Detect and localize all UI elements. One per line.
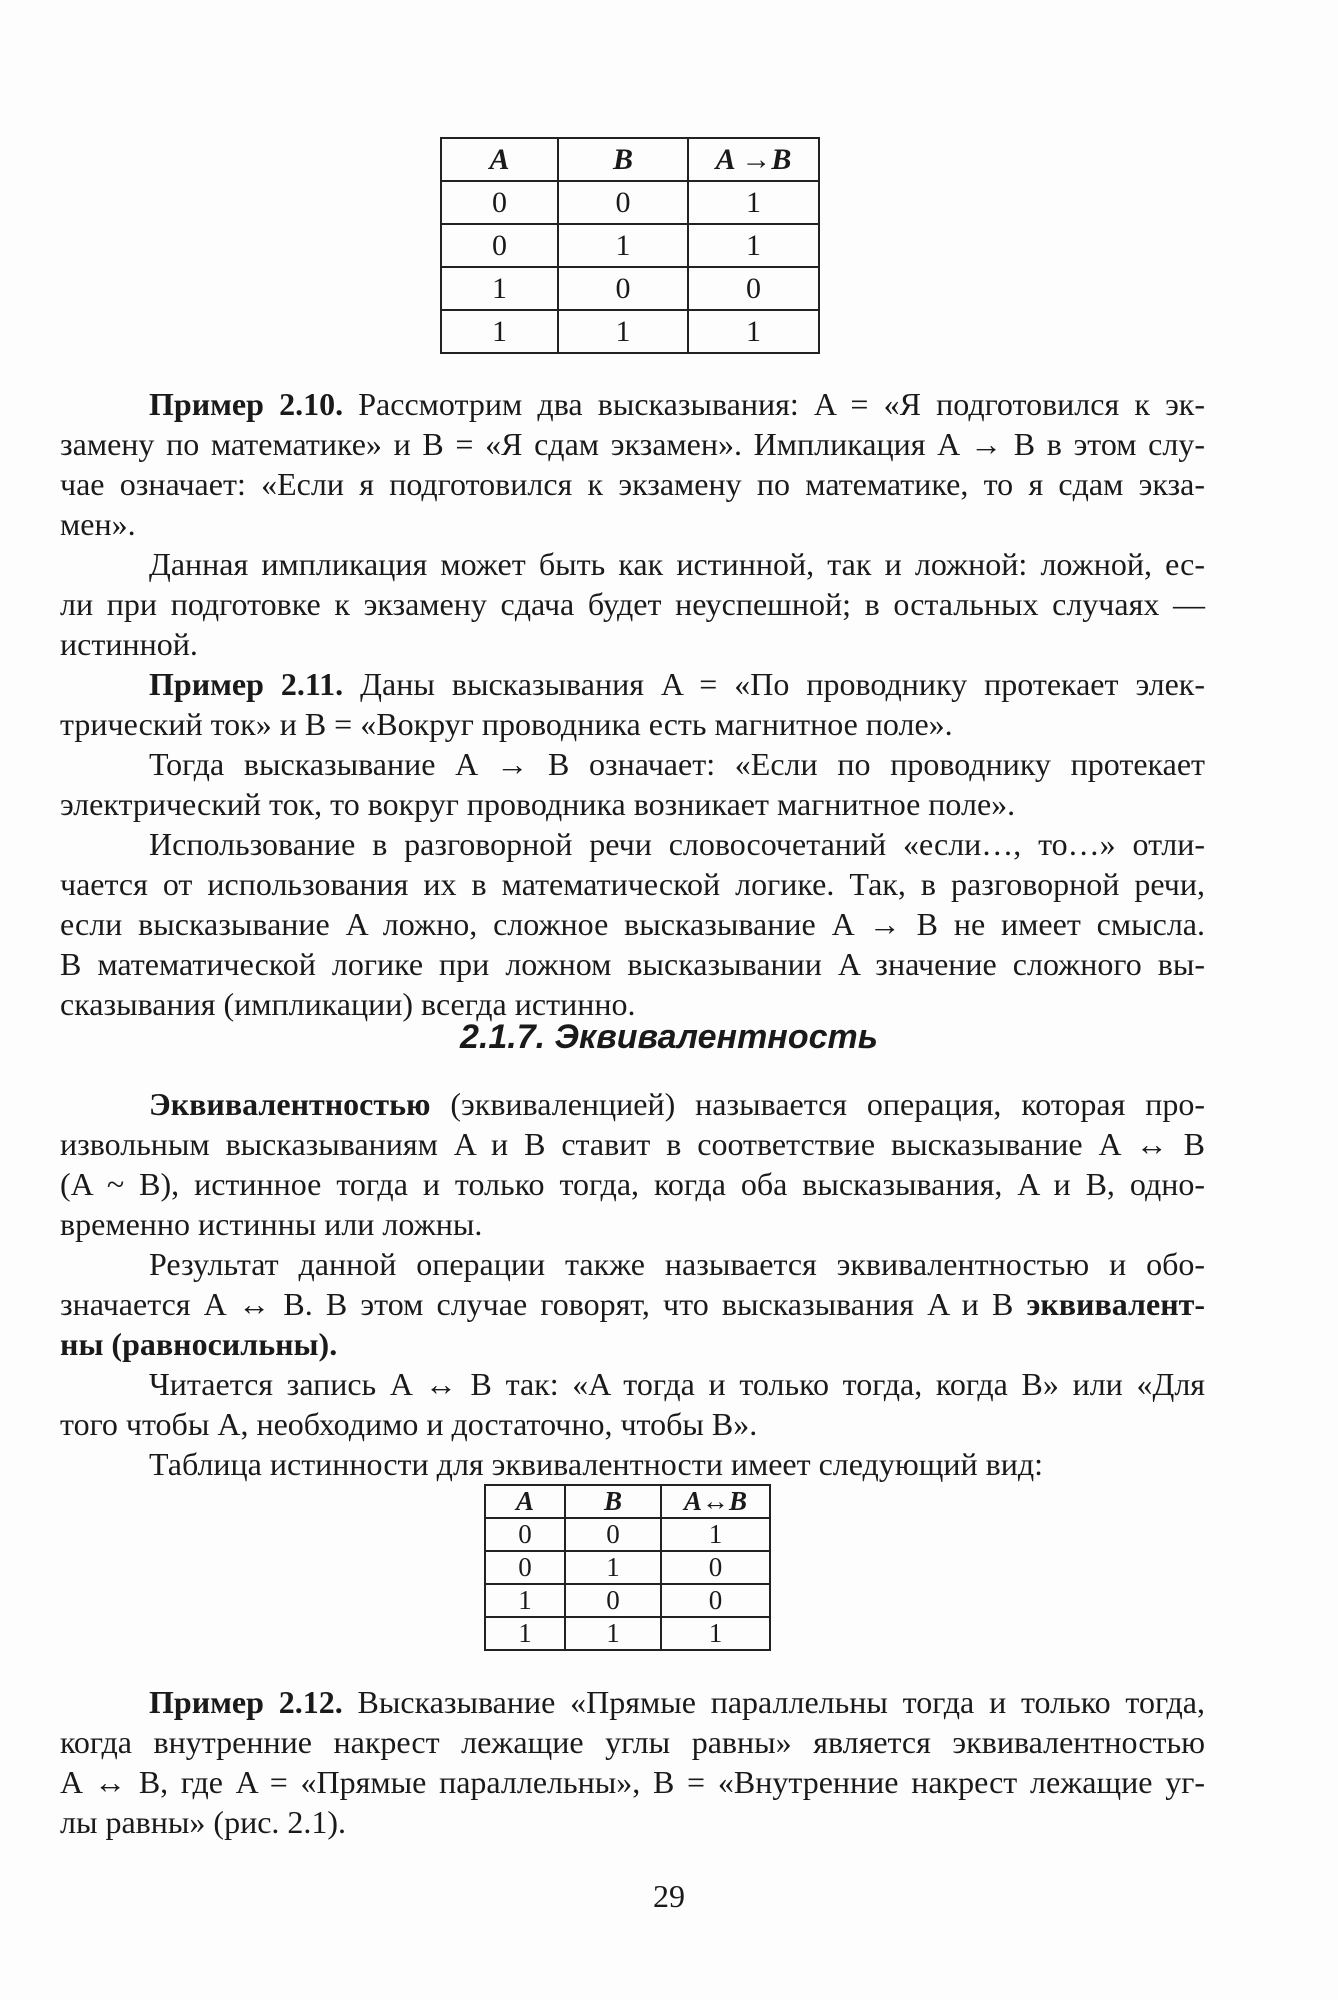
paragraph-line: временно истинны или ложны.	[60, 1206, 483, 1242]
table-header: A	[441, 138, 558, 181]
example-2-11-line: Пример 2.11. Даны высказывания A = «По проводнику протекает элек-	[149, 666, 1206, 702]
table-cell: 0	[661, 1584, 770, 1617]
table-cell: 1	[688, 310, 819, 353]
table-cell: 0	[485, 1518, 565, 1551]
paragraph-line: если высказывание A ложно, сложное высказывание A → B не имеет смысла.	[60, 906, 1205, 942]
example-2-12-line: Пример 2.12. Высказывание «Прямые параллельны тогда и только тогда,	[149, 1684, 1206, 1720]
table-cell: 1	[565, 1551, 661, 1584]
paragraph-line: ны (равносильны).	[60, 1326, 338, 1362]
table-cell: 1	[661, 1617, 770, 1650]
paragraph-line: (A ~ B), истинное тогда и только тогда, когда оба высказывания, A и B, одно-	[60, 1166, 1205, 1202]
paragraph-line: Данная импликация может быть как истинной, так и ложной: ложной, ес-	[149, 546, 1205, 582]
table-cell: 0	[485, 1551, 565, 1584]
table-header: B	[565, 1485, 661, 1518]
paragraph-line: сказывания (импликации) всегда истинно.	[60, 986, 636, 1022]
paragraph-line: извольным высказываниям A и B ставит в соответствие высказывание A ↔ B	[60, 1126, 1205, 1162]
table-header: A	[485, 1485, 565, 1518]
table-header: A↔B	[661, 1485, 770, 1518]
example-label: Пример 2.11.	[149, 666, 344, 702]
table-cell: 0	[565, 1584, 661, 1617]
table-cell: 1	[688, 181, 819, 224]
table-cell: 0	[441, 224, 558, 267]
table-cell: 0	[565, 1518, 661, 1551]
definition-line: Эквивалентностью (эквиваленцией) называется операция, которая про-	[149, 1086, 1205, 1122]
paragraph-line: электрический ток, то вокруг проводника возникает магнитное поле».	[60, 786, 1016, 822]
table-cell: 1	[441, 267, 558, 310]
table-cell: 1	[661, 1518, 770, 1551]
page-number: 29	[653, 1878, 685, 1914]
table-cell: 1	[558, 224, 688, 267]
table-cell: 0	[688, 267, 819, 310]
table-cell: 1	[485, 1617, 565, 1650]
table-cell: 1	[565, 1617, 661, 1650]
paragraph-line: Результат данной операции также называется эквивалентностью и обо-	[149, 1246, 1205, 1282]
paragraph-line: значается A ↔ B. В этом случае говорят, что высказывания A и B эквивалент-	[60, 1286, 1205, 1322]
paragraph-line: Использование в разговорной речи словосочетаний «если…, то…» отли-	[149, 826, 1205, 862]
paragraph-line: когда внутренние накрест лежащие углы равны» является эквивалентностью	[60, 1724, 1205, 1760]
section-heading: 2.1.7. Эквивалентность	[460, 1018, 878, 1056]
table-cell: 1	[558, 310, 688, 353]
paragraph-line: Читается запись A ↔ B так: «A тогда и только тогда, когда B» или «Для	[149, 1366, 1206, 1402]
table-cell: 1	[441, 310, 558, 353]
paragraph-line: чае означает: «Если я подготовился к экзамену по математике, то я сдам экза-	[60, 466, 1205, 502]
implication-truth-table	[440, 137, 820, 354]
example-2-10-line: Пример 2.10. Рассмотрим два высказывания: A = «Я подготовился к эк-	[149, 386, 1206, 422]
table-cell: 0	[441, 181, 558, 224]
paragraph-line: Тогда высказывание A → B означает: «Если по проводнику протекает	[149, 746, 1205, 782]
table-cell: 1	[688, 224, 819, 267]
defined-term: Эквивалентностью	[149, 1086, 431, 1122]
example-label: Пример 2.12.	[149, 1684, 343, 1720]
paragraph-line: В математической логике при ложном высказывании A значение сложного вы-	[60, 946, 1205, 982]
paragraph-line: замену по математике» и B = «Я сдам экзамен». Импликация A → B в этом слу-	[60, 426, 1205, 462]
paragraph-line: истинной.	[60, 626, 198, 662]
table-cell: 0	[558, 181, 688, 224]
paragraph-line: лы равны» (рис. 2.1).	[60, 1804, 347, 1840]
paragraph-line: чается от использования их в математической логике. Так, в разговорной речи,	[60, 866, 1205, 902]
paragraph-line: того чтобы A, необходимо и достаточно, чтобы B».	[60, 1406, 758, 1442]
paragraph-line: Таблица истинности для эквивалентности имеет следующий вид:	[149, 1446, 1044, 1482]
table-header: A →B	[688, 138, 819, 181]
paragraph-line: ли при подготовке к экзамену сдача будет неуспешной; в остальных случаях —	[60, 586, 1205, 622]
table-cell: 0	[661, 1551, 770, 1584]
table-header: B	[558, 138, 688, 181]
paragraph-line: мен».	[60, 506, 136, 542]
paragraph-line: трический ток» и B = «Вокруг проводника есть магнитное поле».	[60, 706, 953, 742]
table-cell: 1	[485, 1584, 565, 1617]
paragraph-line: A ↔ B, где A = «Прямые параллельны», B = «Внутренние накрест лежащие уг-	[60, 1764, 1205, 1800]
table-cell: 0	[558, 267, 688, 310]
example-label: Пример 2.10.	[149, 386, 344, 422]
equivalence-truth-table	[484, 1484, 771, 1651]
